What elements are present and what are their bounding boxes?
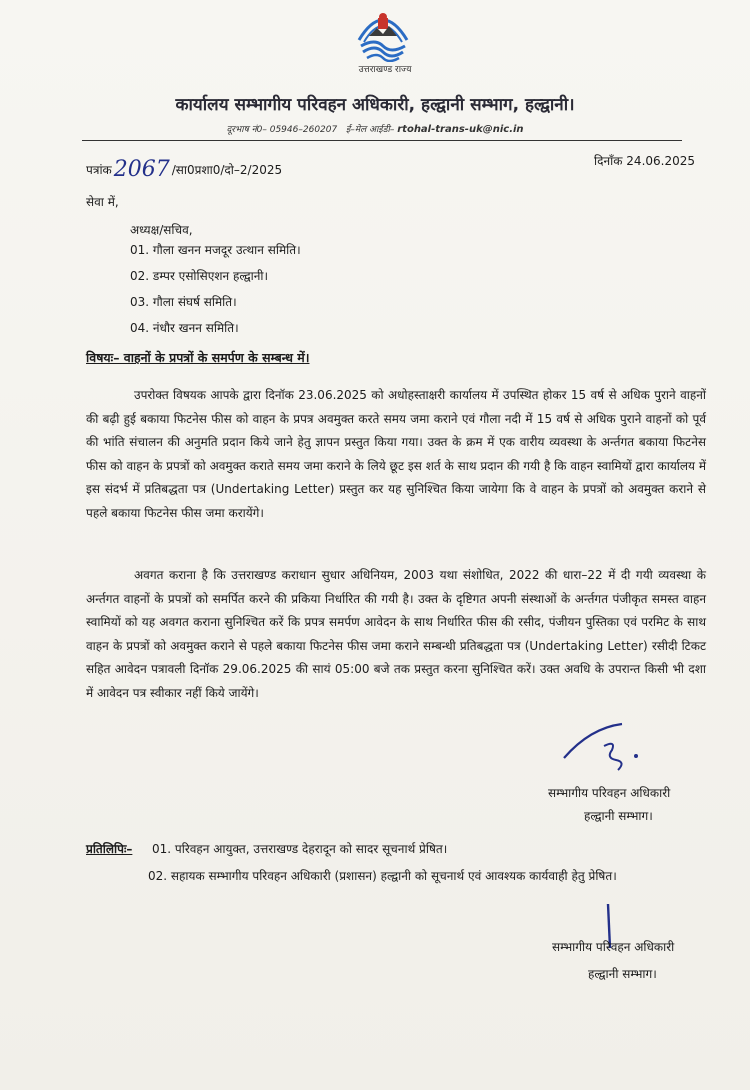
letter-date — [594, 152, 695, 169]
uttarakhand-emblem-icon — [355, 6, 411, 62]
reference-label: पत्रांक — [86, 163, 112, 177]
signatory-place: हल्द्वानी सम्भाग। — [584, 809, 653, 823]
phone-label: दूरभाष नं0– — [226, 125, 267, 135]
email-address: rtohal-trans-uk@nic.in — [397, 124, 524, 135]
reference-suffix: /सा0प्रशा0/दो–2/2025 — [171, 163, 283, 177]
state-name: उत्तराखण्ड राज्य — [358, 65, 412, 75]
salutation: सेवा में, — [86, 195, 119, 209]
copy-to-item: 02. सहायक सम्भागीय परिवहन अधिकारी (प्रशासन) हल्द्वानी को सूचनार्थ एवं आवश्यक कार्यवाही हेतु प्रेषित। — [148, 869, 617, 883]
date-label: दिनाँक — [594, 154, 623, 168]
signatory-designation: सम्भागीय परिवहन अधिकारी — [548, 786, 671, 800]
signatory-place: हल्द्वानी सम्भाग। — [588, 967, 657, 981]
signatory-designation: सम्भागीय परिवहन अधिकारी — [552, 940, 675, 954]
recipient-item: 04. नंधौर खनन समिति। — [130, 321, 239, 335]
date-value: 24.06.2025 — [626, 154, 696, 168]
recipient-item: 03. गौला संघर्ष समिति। — [130, 295, 237, 309]
header-divider — [82, 140, 682, 141]
office-heading: कार्यालय सम्भागीय परिवहन अधिकारी, हल्द्वानी सम्भाग, हल्द्वानी। — [175, 95, 575, 115]
recipient-item: 01. गौला खनन मजदूर उत्थान समिति। — [130, 243, 301, 257]
body-paragraph: उपरोक्त विषयक आपके द्वारा दिनॉक 23.06.2025 को अधोहस्ताक्षरी कार्यालय में उपस्थित होकर 15 वर्ष से अधिक पुराने वाहनों की बढ़ी हुई बकाया फिटनेस फीस को वाहन के प्रपत्र अवमुक्त करते समय जमा कराने एवं गौला नदी में 15 वर्ष से अधिक पुराने वाहनों को पूर्व की भांति संचालन की अनुमति प्रदान किये जाने हेतु ज्ञापन प्रस्तुत किया गया। उक्त के क्रम में एक वारीय व्यवस्था के अर्न्तगत बकाया फिटनेस फीस को वाहन के प्रपत्रों को अवमुक्त कराते समय जमा कराने के लिये छूट इस शर्त के साथ प्रदान की गयी है कि वाहन स्वामियों द्वारा कार्यालय में इस संदर्भ में प्रतिबद्धता पत्र (Undertaking Letter) प्रस्तुत कर यह सुनिश्चित किया जायेगा कि वे वाहन के प्रपत्रों को अवमुक्त कराने से पहले बकाया फिटनेस फीस जमा करायेंगे। — [86, 388, 706, 520]
copy-to-item: 01. परिवहन आयुक्त, उत्तराखण्ड देहरादून को सादर सूचनार्थ प्रेषित। — [152, 842, 448, 856]
body-paragraph: अवगत कराना है कि उत्तराखण्ड कराधान सुधार अधिनियम, 2003 यथा संशोधित, 2022 की धारा–22 में दी गयी व्यवस्था के अर्न्तगत वाहनों के प्रपत्रों को समर्पित करने की प्रकिया निर्धारित की गयी है। उक्त के दृष्टिगत अपनी संस्थाओं के अर्न्तगत पंजीकृत समस्त वाहन स्वामियों को यह अवगत कराना सुनिश्चित करें कि प्रपत्र समर्पण आवेदन के साथ निर्धारित फीस की रसीद, पंजीयन पुस्तिका एवं परमिट के साथ वाहन के प्रपत्रों को अवमुक्त कराने से पहले बकाया फिटनेस फीस जमा कराने सम्बन्धी प्रतिबद्धता पत्र (Undertaking Letter) रसीदी टिकट सहित आवेदन पत्रावली दिनॉक 29.06.2025 की सायं 05:00 बजे तक प्रस्तुत करना सुनिश्चित करें। उक्त अवधि के उपरान्त किसी भी दशा में आवेदन पत्र स्वीकार नहीं किये जायेंगे। — [86, 568, 706, 700]
addressee-title: अध्यक्ष/सचिव, — [130, 223, 193, 237]
reference-number — [86, 155, 282, 180]
subject-line: विषयः– वाहनों के प्रपत्रों के समर्पण के सम्बन्ध में। — [86, 350, 310, 365]
email-label: ई–मेल आईडी– — [345, 125, 395, 135]
contact-line — [0, 122, 750, 135]
handwritten-number: 2067 — [113, 157, 170, 182]
copy-to-label: प्रतिलिपिः– — [86, 842, 133, 856]
phone-number: 05946–260207 — [269, 125, 338, 135]
signature-icon — [560, 718, 670, 778]
recipient-item: 02. डम्पर एसोसिएशन हल्द्वानी। — [130, 269, 269, 283]
